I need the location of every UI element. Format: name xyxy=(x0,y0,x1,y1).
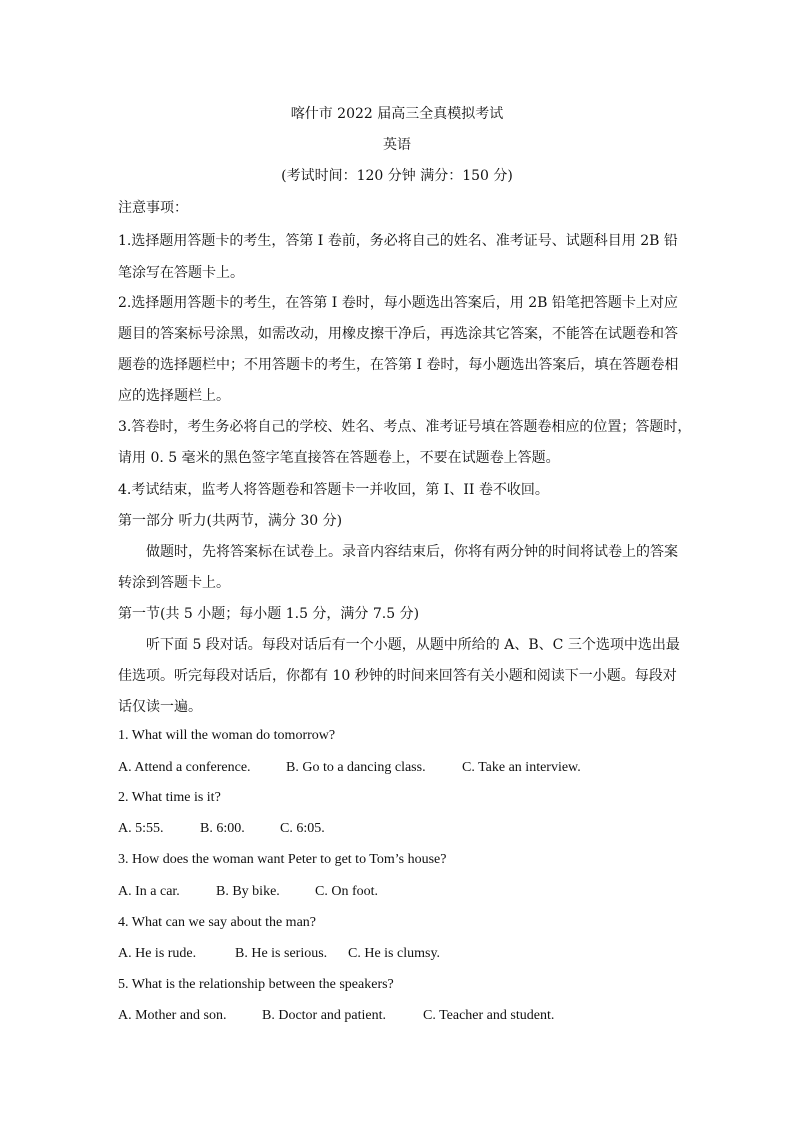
option-a: A. Mother and son. xyxy=(118,1008,227,1023)
option-a: A. He is rude. xyxy=(118,946,197,961)
option-b: B. By bike. xyxy=(216,884,280,899)
question-options xyxy=(118,821,678,837)
option-b: B. He is serious. xyxy=(235,946,328,961)
notes-line: 2.选择题用答题卡的考生，在答第 I 卷时，每小题选出答案后，用 2B 铅笔把答题卡上对应 xyxy=(118,295,678,311)
notes-line: 题目的答案标号涂黑，如需改动，用橡皮擦干净后，再选涂其它答案，不能答在试题卷和答 xyxy=(118,326,678,342)
question-stem: 2. What time is it? xyxy=(118,790,221,805)
question-stem: 1. What will the woman do tomorrow? xyxy=(118,728,336,743)
option-b: B. 6:00. xyxy=(200,821,245,836)
part1-intro-line: 做题时，先将答案标在试卷上。录音内容结束后，你将有两分钟的时间将试卷上的答案 xyxy=(146,544,678,560)
question-options xyxy=(118,946,678,962)
section1-line: 佳选项。听完每段对话后，你都有 10 秒钟的时间来回答有关小题和阅读下一小题。每段对 xyxy=(118,668,677,684)
notes-heading: 注意事项： xyxy=(118,200,188,216)
notes-line: 题卷的选择题栏中；不用答题卡的考生，在答第 I 卷时，每小题选出答案后，填在答题卷相 xyxy=(118,357,679,373)
exam-title: 喀什市 2022 届高三全真模拟考试 xyxy=(290,106,504,122)
notes-line: 3.答卷时，考生务必将自己的学校、姓名、考点、准考证号填在答题卷相应的位置；答题时， xyxy=(118,419,692,435)
part1-heading: 第一部分 听力(共两节，满分 30 分) xyxy=(118,513,343,529)
question-options xyxy=(118,1008,678,1024)
question-options xyxy=(118,760,678,776)
notes-line: 1.选择题用答题卡的考生，答第 I 卷前，务必将自己的姓名、准考证号、试题科目用 2B 铅 xyxy=(118,233,678,249)
question-stem: 3. How does the woman want Peter to get to Tom’s house? xyxy=(118,852,447,867)
notes-line: 4.考试结束，监考人将答题卷和答题卡一并收回，第 I、II 卷不收回。 xyxy=(118,482,549,498)
option-c: C. On foot. xyxy=(315,884,378,899)
subject-title: 英语 xyxy=(383,137,411,153)
option-a: A. 5:55. xyxy=(118,821,164,836)
option-b: B. Go to a dancing class. xyxy=(286,760,426,775)
option-c: C. 6:05. xyxy=(280,821,325,836)
section1-heading: 第一节(共 5 小题；每小题 1.5 分，满分 7.5 分) xyxy=(118,606,420,622)
option-a: A. Attend a conference. xyxy=(118,760,251,775)
part1-intro-line: 转涂到答题卡上。 xyxy=(118,575,230,591)
section1-line: 听下面 5 段对话。每段对话后有一个小题，从题中所给的 A、B、C 三个选项中选出最 xyxy=(146,637,680,653)
option-c: C. Take an interview. xyxy=(462,760,581,775)
question-stem: 5. What is the relationship between the speakers? xyxy=(118,977,394,992)
option-c: C. Teacher and student. xyxy=(423,1008,555,1023)
question-options xyxy=(118,884,678,900)
notes-line: 笔涂写在答题卡上。 xyxy=(118,265,244,281)
option-a: A. In a car. xyxy=(118,884,180,899)
exam-info: (考试时间：120 分钟 满分：150 分) xyxy=(281,168,513,184)
option-b: B. Doctor and patient. xyxy=(262,1008,387,1023)
notes-line: 请用 0. 5 毫米的黑色签字笔直接答在答题卷上，不要在试题卷上答题。 xyxy=(118,450,560,466)
notes-line: 应的选择题栏上。 xyxy=(118,388,230,404)
option-c: C. He is clumsy. xyxy=(348,946,441,961)
section1-line: 话仅读一遍。 xyxy=(118,699,202,715)
question-stem: 4. What can we say about the man? xyxy=(118,915,317,930)
